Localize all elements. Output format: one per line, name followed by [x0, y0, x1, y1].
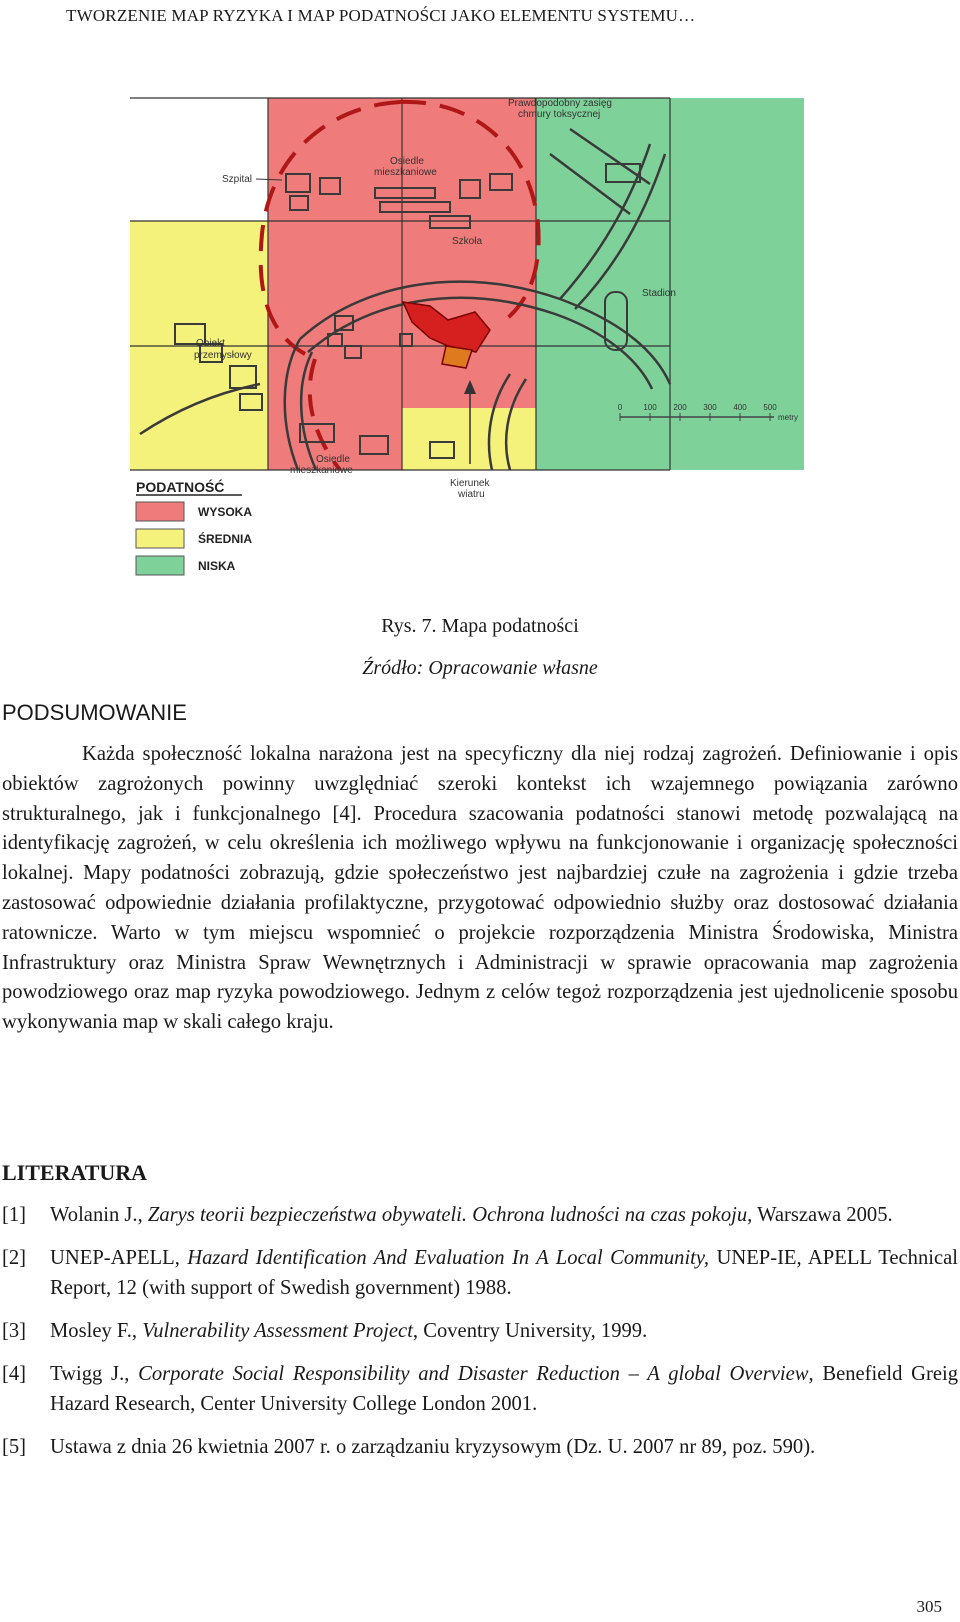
grid-cell: [536, 221, 670, 346]
summary-heading: PODSUMOWANIE: [2, 700, 187, 725]
estate-top-label-1: Osiedle: [390, 156, 424, 167]
grid-cell: [402, 408, 536, 470]
reference-author: UNEP-APELL,: [50, 1247, 188, 1269]
scale-tick-label: 400: [733, 403, 747, 412]
reference-number: [2]: [2, 1247, 27, 1269]
estate-bottom-label-2: mieszkaniowe: [290, 465, 353, 476]
legend-swatch: [136, 556, 184, 575]
summary-paragraph: Każda społeczność lokalna narażona jest na specyficzny dla niej rodzaj zagrożeń. Definiowanie i opis obiektów zagrożonych powinny uwzględniać szeroki kontekst ich wzajemnego powiązania zarówno strukturalnego, jak i funkcjonalnego [4]. Procedura szacowania podatności stanowi metodę pozwalającą na identyfikację zagrożeń, w celu określenia ich możliwego wpływu na funkcjonowanie i organizację społeczności lokalnej. Mapy podatności zobrazują, gdzie społeczeństwo jest najbardziej czułe na zagrożenia i gdzie trzeba zastosować odpowiednie działania profilaktyczne, przygotować odpowiednio służby oraz dostosować działania ratownicze. Warto w tym miejscu wspomnieć o projekcie rozporządzenia Ministra Środowiska, Ministra Infrastruktury oraz Ministra Spraw Wewnętrznych i Administracji w sprawie opracowania map zagrożenia powodziowego oraz map ryzyka powodziowego. Jednym z celów tegoż rozporządzenia jest ujednolicenie sposobu wykonywania map w skali całego kraju.: [2, 743, 958, 1034]
running-header: TWORZENIE MAP RYZYKA I MAP PODATNOŚCI JAKO ELEMENTU SYSTEMU…: [66, 6, 696, 25]
school-label: Szkoła: [452, 236, 483, 247]
reference-number: [5]: [2, 1436, 27, 1458]
reference-title: Hazard Identification And Evaluation In A Local Community,: [187, 1247, 710, 1269]
reference-rest: UNEP-IE, APELL Technical Report, 12 (with support of Swedish government) 1988.: [50, 1247, 958, 1299]
reference-author: Ustawa z dnia 26 kwietnia 2007 r. o zarządzaniu kryzysowym (Dz. U. 2007 nr 89, poz. 590).: [50, 1436, 816, 1458]
reference-list: [2, 1200, 958, 1475]
reference-rest: , Warszawa 2005.: [747, 1204, 893, 1226]
vulnerability-map-figure: [130, 84, 830, 604]
scale-unit-label: metry: [778, 413, 798, 422]
plume-label-1: Prawdopodobny zasięg: [508, 98, 612, 109]
legend-swatch: [136, 502, 184, 521]
wind-label-1: Kierunek: [450, 478, 490, 489]
legend-label: NISKA: [198, 559, 236, 573]
plume-label-2: chmury toksycznej: [518, 109, 601, 120]
scale-tick-label: 100: [643, 403, 657, 412]
grid-cell: [130, 98, 268, 221]
reference-title: Zarys teorii bezpieczeństwa obywateli. Ochrona ludności na czas pokoju: [147, 1204, 748, 1226]
industry-label-1: Obiekt: [196, 338, 225, 349]
legend-label: ŚREDNIA: [198, 532, 253, 546]
reference-item: [2, 1200, 958, 1230]
scale-tick-label: 200: [673, 403, 687, 412]
reference-number: [1]: [2, 1204, 27, 1226]
reference-item: [2, 1359, 958, 1419]
legend: [136, 478, 252, 575]
grid-cell: [268, 346, 402, 408]
legend-items: [136, 502, 252, 575]
legend-label: WYSOKA: [198, 505, 252, 519]
wind-label-2: wiatru: [458, 489, 485, 500]
figure-source: Źródło: Opracowanie własne: [362, 657, 598, 679]
reference-item: [2, 1432, 958, 1462]
grid-cell: [670, 346, 804, 408]
reference-author: Wolanin J.,: [50, 1204, 148, 1226]
grid-cell: [670, 221, 804, 346]
reference-author: Twigg J.,: [50, 1363, 139, 1385]
scale-tick-label: 300: [703, 403, 717, 412]
reference-author: Mosley F.,: [50, 1320, 143, 1342]
reference-rest: , Coventry University, 1999.: [412, 1320, 648, 1342]
scale-tick-label: 0: [617, 403, 623, 412]
reference-item: [2, 1316, 958, 1346]
literature-heading: LITERATURA: [2, 1160, 148, 1185]
reference-number: [4]: [2, 1363, 27, 1385]
vulnerability-map: [130, 84, 830, 604]
figure-caption: Rys. 7. Mapa podatności: [381, 615, 579, 637]
stadium-label: Stadion: [642, 288, 676, 299]
grid-cell: [130, 408, 268, 470]
legend-title: PODATNOŚĆ: [136, 479, 225, 495]
reference-item: [2, 1243, 958, 1303]
reference-title: Vulnerability Assessment Project: [142, 1320, 413, 1342]
estate-top-label-2: mieszkaniowe: [374, 167, 437, 178]
hospital-label: Szpital: [222, 174, 253, 185]
reference-rest: , Benefield Greig Hazard Research, Center University College London 2001.: [50, 1363, 958, 1415]
legend-swatch: [136, 529, 184, 548]
scale-tick-label: 500: [763, 403, 777, 412]
reference-number: [3]: [2, 1320, 27, 1342]
grid-cell: [130, 221, 268, 346]
industry-label-2: przemysłowy: [194, 350, 252, 361]
estate-bottom-label-1: Osiedle: [316, 454, 350, 465]
reference-title: Corporate Social Responsibility and Disaster Reduction – A global Overview: [138, 1363, 809, 1385]
vulnerability-grid: [130, 98, 804, 470]
page-number: 305: [916, 1597, 942, 1616]
grid-cell: [670, 98, 804, 221]
